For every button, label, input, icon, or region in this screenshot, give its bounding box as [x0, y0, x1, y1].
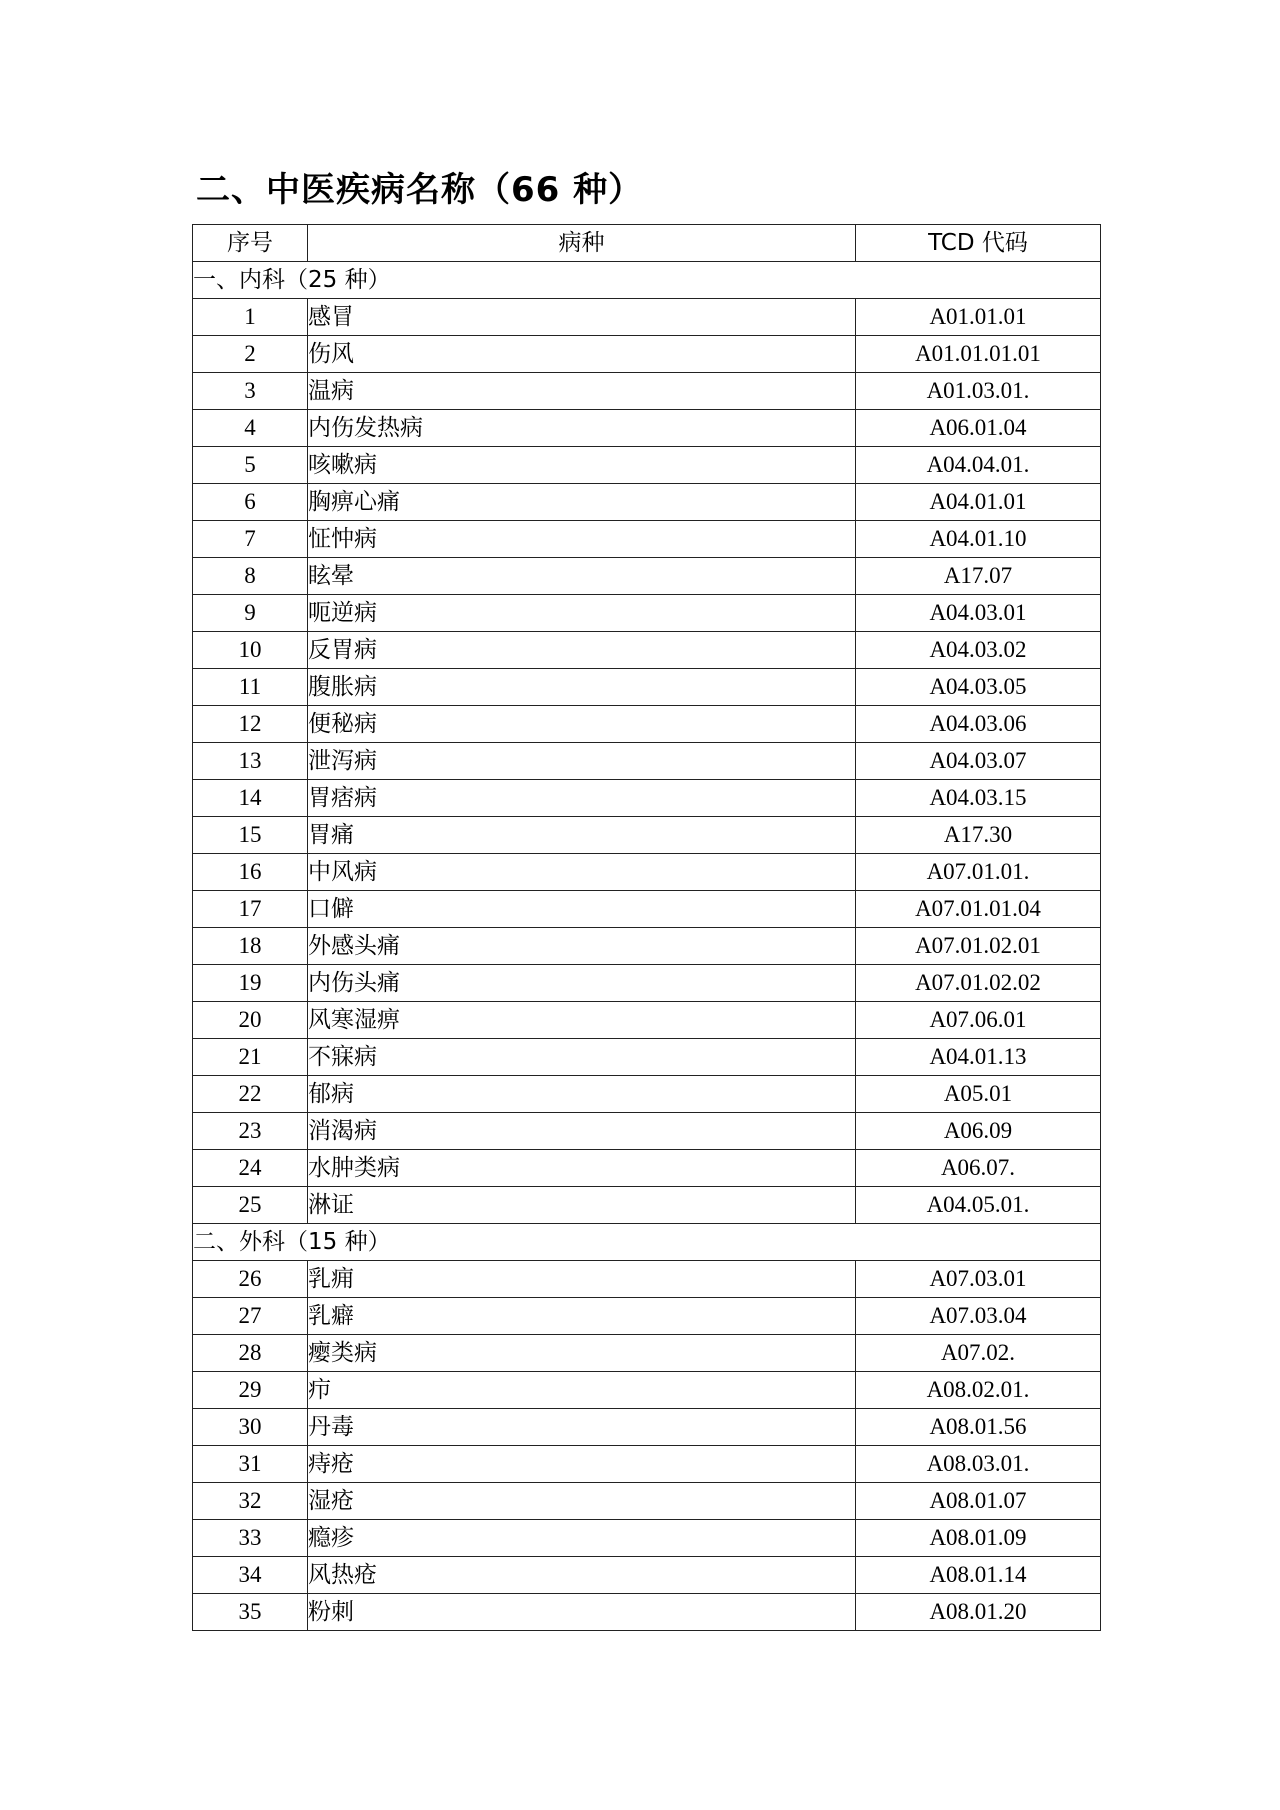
table-row — [193, 1113, 1101, 1150]
disease-name: 伤风 — [308, 336, 856, 373]
table-row — [193, 521, 1101, 558]
table-row — [193, 1372, 1101, 1409]
tcd-code: A07.01.01.04 — [856, 891, 1101, 928]
table-row — [193, 706, 1101, 743]
table-row — [193, 1520, 1101, 1557]
disease-name: 水肿类病 — [308, 1150, 856, 1187]
table-row — [193, 1076, 1101, 1113]
table-row — [193, 817, 1101, 854]
disease-name: 风寒湿痹 — [308, 1002, 856, 1039]
table-row — [193, 780, 1101, 817]
row-number: 30 — [193, 1409, 308, 1446]
row-number: 11 — [193, 669, 308, 706]
disease-name: 丹毒 — [308, 1409, 856, 1446]
tcd-code: A07.01.01. — [856, 854, 1101, 891]
table-row — [193, 1039, 1101, 1076]
disease-name: 消渴病 — [308, 1113, 856, 1150]
table-row — [193, 1150, 1101, 1187]
tcd-code: A07.01.02.02 — [856, 965, 1101, 1002]
tcd-code: A08.01.07 — [856, 1483, 1101, 1520]
row-number: 19 — [193, 965, 308, 1002]
disease-name: 怔忡病 — [308, 521, 856, 558]
table-row — [193, 558, 1101, 595]
disease-name: 疖 — [308, 1372, 856, 1409]
disease-name: 温病 — [308, 373, 856, 410]
disease-name: 不寐病 — [308, 1039, 856, 1076]
row-number: 6 — [193, 484, 308, 521]
disease-table — [192, 224, 1101, 1631]
row-number: 17 — [193, 891, 308, 928]
tcd-code: A08.03.01. — [856, 1446, 1101, 1483]
table-row — [193, 447, 1101, 484]
tcd-code: A04.03.06 — [856, 706, 1101, 743]
disease-name: 便秘病 — [308, 706, 856, 743]
tcd-code: A07.03.04 — [856, 1298, 1101, 1335]
tcd-code: A04.01.10 — [856, 521, 1101, 558]
row-number: 14 — [193, 780, 308, 817]
disease-name: 反胃病 — [308, 632, 856, 669]
disease-name: 口僻 — [308, 891, 856, 928]
disease-name: 感冒 — [308, 299, 856, 336]
tcd-code: A04.03.01 — [856, 595, 1101, 632]
row-number: 25 — [193, 1187, 308, 1224]
row-number: 22 — [193, 1076, 308, 1113]
disease-name: 咳嗽病 — [308, 447, 856, 484]
table-row — [193, 1002, 1101, 1039]
table-row — [193, 1446, 1101, 1483]
header-disease: 病种 — [308, 225, 856, 262]
table-header-row — [193, 225, 1101, 262]
tcd-code: A04.01.01 — [856, 484, 1101, 521]
table-row — [193, 1298, 1101, 1335]
row-number: 15 — [193, 817, 308, 854]
row-number: 34 — [193, 1557, 308, 1594]
tcd-code: A07.03.01 — [856, 1261, 1101, 1298]
row-number: 29 — [193, 1372, 308, 1409]
tcd-code: A04.05.01. — [856, 1187, 1101, 1224]
disease-name: 粉刺 — [308, 1594, 856, 1631]
tcd-code: A17.30 — [856, 817, 1101, 854]
table-row — [193, 1261, 1101, 1298]
row-number: 35 — [193, 1594, 308, 1631]
tcd-code: A07.02. — [856, 1335, 1101, 1372]
row-number: 9 — [193, 595, 308, 632]
tcd-code: A17.07 — [856, 558, 1101, 595]
row-number: 26 — [193, 1261, 308, 1298]
table-row — [193, 965, 1101, 1002]
disease-name: 瘾疹 — [308, 1520, 856, 1557]
disease-name: 泄泻病 — [308, 743, 856, 780]
disease-name: 郁病 — [308, 1076, 856, 1113]
table-row — [193, 632, 1101, 669]
row-number: 7 — [193, 521, 308, 558]
disease-name: 眩晕 — [308, 558, 856, 595]
table-row — [193, 1483, 1101, 1520]
header-tcd-code: TCD 代码 — [856, 225, 1101, 262]
disease-name: 外感头痛 — [308, 928, 856, 965]
disease-name: 乳痈 — [308, 1261, 856, 1298]
row-number: 27 — [193, 1298, 308, 1335]
disease-name: 痔疮 — [308, 1446, 856, 1483]
table-row — [193, 743, 1101, 780]
table-row — [193, 1409, 1101, 1446]
disease-name: 瘿类病 — [308, 1335, 856, 1372]
tcd-code: A08.01.09 — [856, 1520, 1101, 1557]
disease-name: 腹胀病 — [308, 669, 856, 706]
row-number: 31 — [193, 1446, 308, 1483]
table-row — [193, 928, 1101, 965]
tcd-code: A04.03.15 — [856, 780, 1101, 817]
disease-name: 淋证 — [308, 1187, 856, 1224]
table-row — [193, 891, 1101, 928]
table-row — [193, 484, 1101, 521]
row-number: 23 — [193, 1113, 308, 1150]
row-number: 20 — [193, 1002, 308, 1039]
disease-name: 内伤发热病 — [308, 410, 856, 447]
page-title: 二、中医疾病名称（66 种） — [196, 170, 644, 210]
tcd-code: A01.01.01.01 — [856, 336, 1101, 373]
row-number: 21 — [193, 1039, 308, 1076]
table-row — [193, 1557, 1101, 1594]
section-row — [193, 262, 1101, 299]
row-number: 18 — [193, 928, 308, 965]
table-row — [193, 669, 1101, 706]
tcd-code: A06.07. — [856, 1150, 1101, 1187]
row-number: 1 — [193, 299, 308, 336]
row-number: 33 — [193, 1520, 308, 1557]
table-row — [193, 1594, 1101, 1631]
disease-name: 风热疮 — [308, 1557, 856, 1594]
table-row — [193, 595, 1101, 632]
row-number: 10 — [193, 632, 308, 669]
tcd-code: A01.03.01. — [856, 373, 1101, 410]
row-number: 32 — [193, 1483, 308, 1520]
tcd-code: A04.04.01. — [856, 447, 1101, 484]
tcd-code: A07.06.01 — [856, 1002, 1101, 1039]
tcd-code: A07.01.02.01 — [856, 928, 1101, 965]
row-number: 24 — [193, 1150, 308, 1187]
tcd-code: A05.01 — [856, 1076, 1101, 1113]
disease-name: 胸痹心痛 — [308, 484, 856, 521]
tcd-code: A08.01.14 — [856, 1557, 1101, 1594]
tcd-code: A08.02.01. — [856, 1372, 1101, 1409]
disease-name: 胃痞病 — [308, 780, 856, 817]
disease-name: 内伤头痛 — [308, 965, 856, 1002]
tcd-code: A06.09 — [856, 1113, 1101, 1150]
row-number: 12 — [193, 706, 308, 743]
disease-name: 乳癖 — [308, 1298, 856, 1335]
table-row — [193, 1335, 1101, 1372]
tcd-code: A04.03.05 — [856, 669, 1101, 706]
table-body — [193, 262, 1101, 1631]
disease-name: 呃逆病 — [308, 595, 856, 632]
tcd-code: A08.01.20 — [856, 1594, 1101, 1631]
section-label: 一、内科（25 种） — [193, 262, 1101, 299]
row-number: 8 — [193, 558, 308, 595]
tcd-code: A01.01.01 — [856, 299, 1101, 336]
tcd-code: A04.03.07 — [856, 743, 1101, 780]
section-row — [193, 1224, 1101, 1261]
table-row — [193, 299, 1101, 336]
tcd-code: A04.01.13 — [856, 1039, 1101, 1076]
row-number: 4 — [193, 410, 308, 447]
header-number: 序号 — [193, 225, 308, 262]
row-number: 16 — [193, 854, 308, 891]
tcd-code: A04.03.02 — [856, 632, 1101, 669]
row-number: 2 — [193, 336, 308, 373]
row-number: 3 — [193, 373, 308, 410]
table-row — [193, 854, 1101, 891]
table-row — [193, 336, 1101, 373]
disease-name: 胃痛 — [308, 817, 856, 854]
table-row — [193, 410, 1101, 447]
disease-name: 中风病 — [308, 854, 856, 891]
table-row — [193, 373, 1101, 410]
row-number: 5 — [193, 447, 308, 484]
disease-name: 湿疮 — [308, 1483, 856, 1520]
row-number: 28 — [193, 1335, 308, 1372]
section-label: 二、外科（15 种） — [193, 1224, 1101, 1261]
table-row — [193, 1187, 1101, 1224]
row-number: 13 — [193, 743, 308, 780]
tcd-code: A06.01.04 — [856, 410, 1101, 447]
tcd-code: A08.01.56 — [856, 1409, 1101, 1446]
